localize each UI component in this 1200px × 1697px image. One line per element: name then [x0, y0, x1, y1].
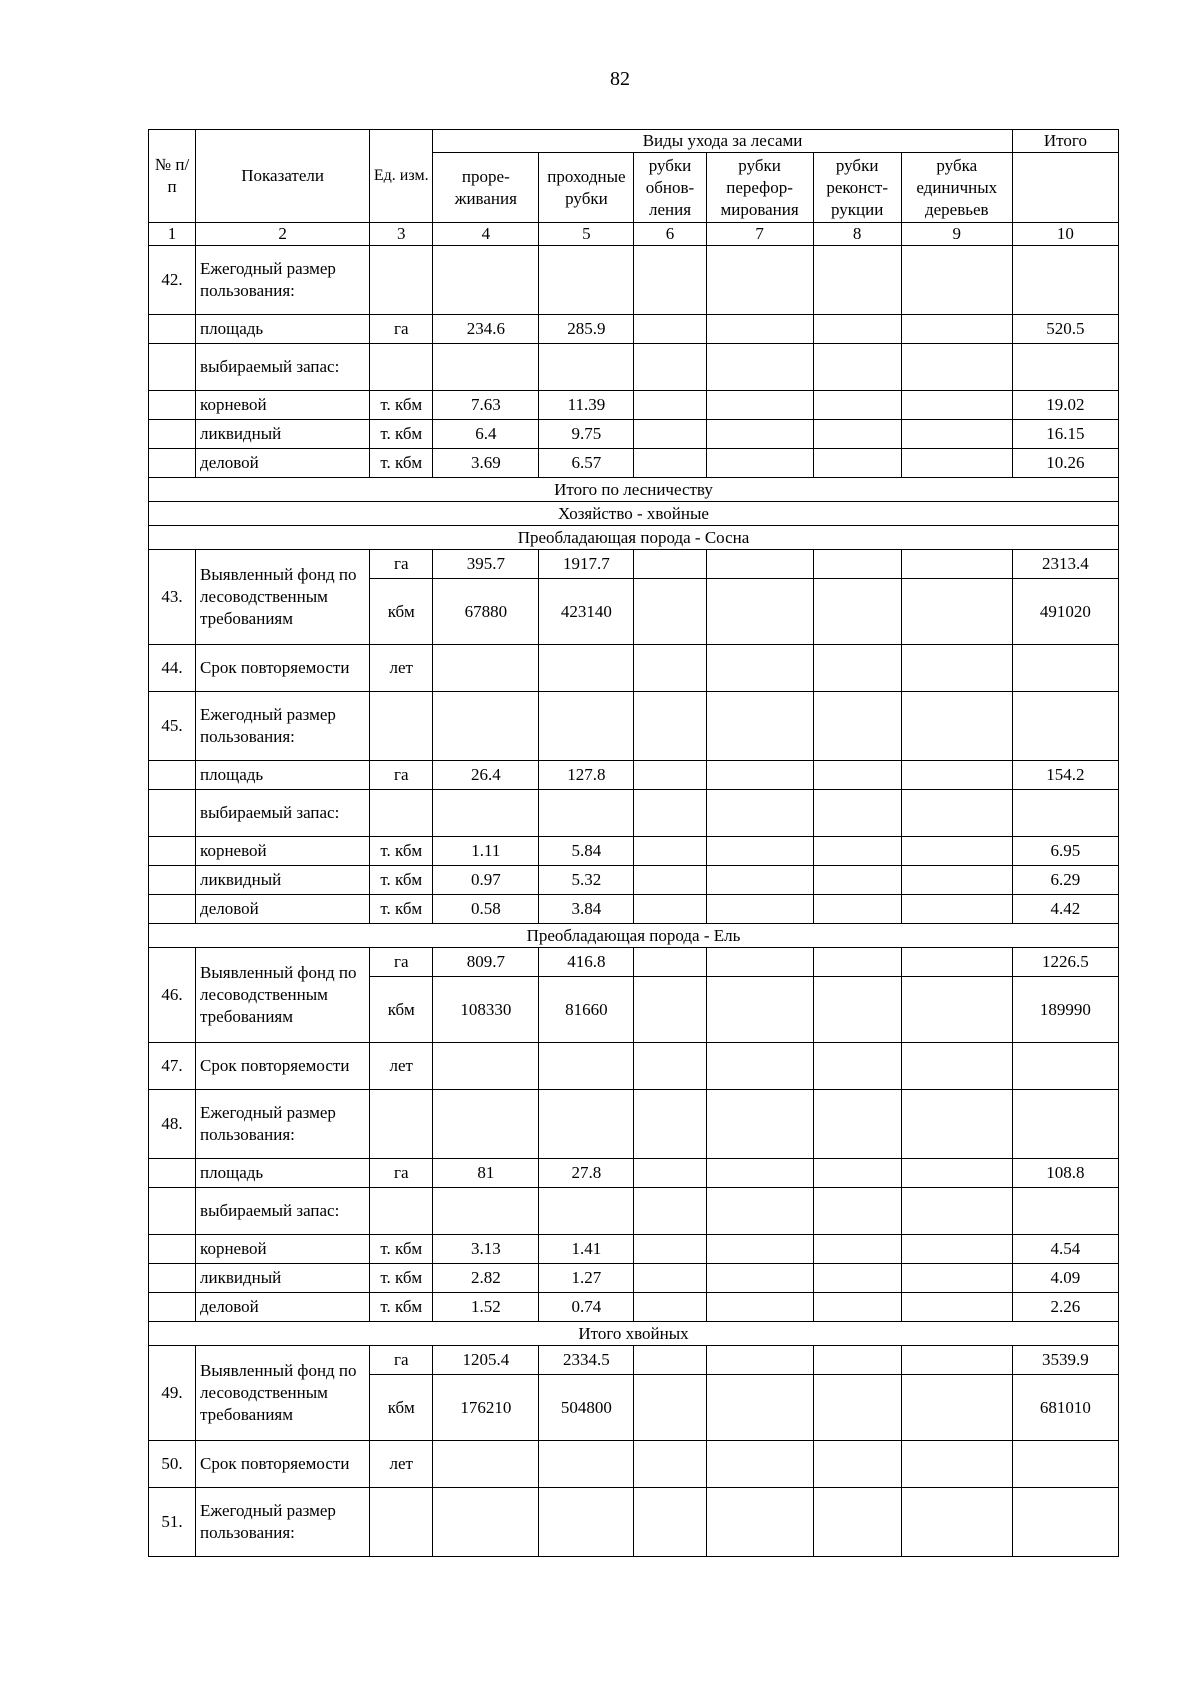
unit-cell: т. кбм: [370, 866, 433, 895]
value-cell: 27.8: [539, 1159, 634, 1188]
page-number: 82: [610, 68, 630, 90]
value-cell: 5.84: [539, 837, 634, 866]
table-row: [149, 866, 1119, 895]
total-cell: 108.8: [1012, 1159, 1118, 1188]
value-cell: 1205.4: [433, 1346, 539, 1375]
value-cell: 81660: [539, 977, 634, 1043]
indicator-label: площадь: [196, 315, 370, 344]
table-row: [149, 1293, 1119, 1322]
table-row: [149, 1090, 1119, 1159]
row-number: 50.: [149, 1441, 196, 1488]
value-cell: 416.8: [539, 948, 634, 977]
table-row: [149, 645, 1119, 692]
indicator-label: Выявленный фонд по лесоводственным требованиям: [196, 1346, 370, 1441]
header-row-1: [149, 130, 1119, 153]
row-number: 47.: [149, 1043, 196, 1090]
unit-cell: кбм: [370, 579, 433, 645]
indicator-label: выбираемый запас:: [196, 1188, 370, 1235]
total-cell: 19.02: [1012, 391, 1118, 420]
header-type-passage: проходные рубки: [539, 153, 634, 223]
indicator-label: Срок повторяемости: [196, 645, 370, 692]
value-cell: 3.84: [539, 895, 634, 924]
unit-cell: га: [370, 1346, 433, 1375]
column-number: 6: [634, 223, 706, 246]
unit-cell: т. кбм: [370, 895, 433, 924]
row-number: 48.: [149, 1090, 196, 1159]
table-row: [149, 449, 1119, 478]
total-cell: 3539.9: [1012, 1346, 1118, 1375]
indicator-label: Ежегодный размер пользования:: [196, 246, 370, 315]
value-cell: 504800: [539, 1375, 634, 1441]
indicator-label: Срок повторяемости: [196, 1043, 370, 1090]
header-total: Итого: [1012, 130, 1118, 153]
indicator-label: ликвидный: [196, 1264, 370, 1293]
value-cell: 809.7: [433, 948, 539, 977]
column-number: 9: [901, 223, 1012, 246]
section-row: [149, 502, 1119, 526]
column-number: 10: [1012, 223, 1118, 246]
header-type-thinning: проре-живания: [433, 153, 539, 223]
column-number: 4: [433, 223, 539, 246]
value-cell: 6.4: [433, 420, 539, 449]
section-row: [149, 1322, 1119, 1346]
section-title: Преобладающая порода - Сосна: [149, 526, 1119, 550]
value-cell: 3.69: [433, 449, 539, 478]
value-cell: 26.4: [433, 761, 539, 790]
row-number: 46.: [149, 948, 196, 1043]
value-cell: 67880: [433, 579, 539, 645]
unit-cell: т. кбм: [370, 1235, 433, 1264]
table-row: [149, 1488, 1119, 1557]
column-number: 8: [813, 223, 901, 246]
section-title: Преобладающая порода - Ель: [149, 924, 1119, 948]
section-row: [149, 526, 1119, 550]
table-row: [149, 1235, 1119, 1264]
indicator-label: деловой: [196, 895, 370, 924]
indicator-label: Ежегодный размер пользования:: [196, 1488, 370, 1557]
indicator-label: ликвидный: [196, 420, 370, 449]
section-title: Итого хвойных: [149, 1322, 1119, 1346]
unit-cell: га: [370, 761, 433, 790]
row-number: 45.: [149, 692, 196, 761]
total-cell: 4.42: [1012, 895, 1118, 924]
total-cell: 10.26: [1012, 449, 1118, 478]
table-row: [149, 1264, 1119, 1293]
table-row: [149, 420, 1119, 449]
indicator-label: Выявленный фонд по лесоводственным требованиям: [196, 948, 370, 1043]
unit-cell: лет: [370, 645, 433, 692]
unit-cell: т. кбм: [370, 391, 433, 420]
value-cell: 176210: [433, 1375, 539, 1441]
total-cell: 491020: [1012, 579, 1118, 645]
value-cell: 127.8: [539, 761, 634, 790]
table-row: [149, 1043, 1119, 1090]
section-title: Итого по лесничеству: [149, 478, 1119, 502]
total-cell: 681010: [1012, 1375, 1118, 1441]
unit-cell: га: [370, 315, 433, 344]
unit-cell: т. кбм: [370, 1264, 433, 1293]
row-number: 51.: [149, 1488, 196, 1557]
forest-care-table: [148, 129, 1119, 1557]
total-cell: 16.15: [1012, 420, 1118, 449]
row-number: 42.: [149, 246, 196, 315]
table-row: [149, 391, 1119, 420]
total-cell: 4.54: [1012, 1235, 1118, 1264]
table-row: [149, 1346, 1119, 1375]
value-cell: 5.32: [539, 866, 634, 895]
header-type-single-trees: рубка единичных деревьев: [901, 153, 1012, 223]
column-number-row: [149, 223, 1119, 246]
value-cell: 285.9: [539, 315, 634, 344]
unit-cell: лет: [370, 1441, 433, 1488]
total-cell: 520.5: [1012, 315, 1118, 344]
header-type-reconstruction: рубки реконст-рукции: [813, 153, 901, 223]
value-cell: 9.75: [539, 420, 634, 449]
indicator-label: Ежегодный размер пользования:: [196, 692, 370, 761]
table-row: [149, 1188, 1119, 1235]
header-group-title: Виды ухода за лесами: [433, 130, 1013, 153]
value-cell: 234.6: [433, 315, 539, 344]
row-number: 44.: [149, 645, 196, 692]
total-cell: 1226.5: [1012, 948, 1118, 977]
total-cell: 6.29: [1012, 866, 1118, 895]
value-cell: 0.74: [539, 1293, 634, 1322]
value-cell: 395.7: [433, 550, 539, 579]
value-cell: 11.39: [539, 391, 634, 420]
table-row: [149, 948, 1119, 977]
value-cell: 7.63: [433, 391, 539, 420]
value-cell: 0.58: [433, 895, 539, 924]
value-cell: 3.13: [433, 1235, 539, 1264]
indicator-label: корневой: [196, 1235, 370, 1264]
section-title: Хозяйство - хвойные: [149, 502, 1119, 526]
value-cell: 1.27: [539, 1264, 634, 1293]
table-row: [149, 315, 1119, 344]
value-cell: 1917.7: [539, 550, 634, 579]
total-cell: 189990: [1012, 977, 1118, 1043]
column-number: 7: [706, 223, 813, 246]
value-cell: 1.52: [433, 1293, 539, 1322]
table-row: [149, 837, 1119, 866]
table-row: [149, 550, 1119, 579]
header-unit: Ед. изм.: [370, 130, 433, 223]
unit-cell: т. кбм: [370, 1293, 433, 1322]
value-cell: 0.97: [433, 866, 539, 895]
table-row: [149, 761, 1119, 790]
section-row: [149, 478, 1119, 502]
total-cell: 2.26: [1012, 1293, 1118, 1322]
row-number: 49.: [149, 1346, 196, 1441]
column-number: 3: [370, 223, 433, 246]
total-cell: 154.2: [1012, 761, 1118, 790]
indicator-label: деловой: [196, 449, 370, 478]
value-cell: 423140: [539, 579, 634, 645]
unit-cell: лет: [370, 1043, 433, 1090]
table-row: [149, 895, 1119, 924]
value-cell: 1.11: [433, 837, 539, 866]
total-cell: 4.09: [1012, 1264, 1118, 1293]
value-cell: 81: [433, 1159, 539, 1188]
unit-cell: т. кбм: [370, 837, 433, 866]
table-row: [149, 692, 1119, 761]
value-cell: 108330: [433, 977, 539, 1043]
column-number: 1: [149, 223, 196, 246]
value-cell: 2334.5: [539, 1346, 634, 1375]
unit-cell: га: [370, 550, 433, 579]
indicator-label: Срок повторяемости: [196, 1441, 370, 1488]
indicator-label: корневой: [196, 837, 370, 866]
header-type-reformation: рубки перефор-мирования: [706, 153, 813, 223]
indicator-label: Ежегодный размер пользования:: [196, 1090, 370, 1159]
header-num: № п/п: [149, 130, 196, 223]
indicator-label: ликвидный: [196, 866, 370, 895]
unit-cell: кбм: [370, 1375, 433, 1441]
column-number: 5: [539, 223, 634, 246]
value-cell: 1.41: [539, 1235, 634, 1264]
unit-cell: кбм: [370, 977, 433, 1043]
table-row: [149, 790, 1119, 837]
unit-cell: т. кбм: [370, 449, 433, 478]
section-row: [149, 924, 1119, 948]
indicator-label: площадь: [196, 1159, 370, 1188]
total-cell: 6.95: [1012, 837, 1118, 866]
table-row: [149, 246, 1119, 315]
indicator-label: площадь: [196, 761, 370, 790]
value-cell: 2.82: [433, 1264, 539, 1293]
indicator-label: корневой: [196, 391, 370, 420]
row-number: 43.: [149, 550, 196, 645]
indicator-label: деловой: [196, 1293, 370, 1322]
table-row: [149, 1441, 1119, 1488]
table-row: [149, 344, 1119, 391]
unit-cell: га: [370, 948, 433, 977]
unit-cell: га: [370, 1159, 433, 1188]
column-number: 2: [196, 223, 370, 246]
indicator-label: выбираемый запас:: [196, 790, 370, 837]
indicator-label: Выявленный фонд по лесоводственным требованиям: [196, 550, 370, 645]
total-cell: 2313.4: [1012, 550, 1118, 579]
header-total-empty: [1012, 153, 1118, 223]
header-type-renewal: рубки обнов-ления: [634, 153, 706, 223]
unit-cell: т. кбм: [370, 420, 433, 449]
value-cell: 6.57: [539, 449, 634, 478]
indicator-label: выбираемый запас:: [196, 344, 370, 391]
header-indicator: Показатели: [196, 130, 370, 223]
table-row: [149, 1159, 1119, 1188]
